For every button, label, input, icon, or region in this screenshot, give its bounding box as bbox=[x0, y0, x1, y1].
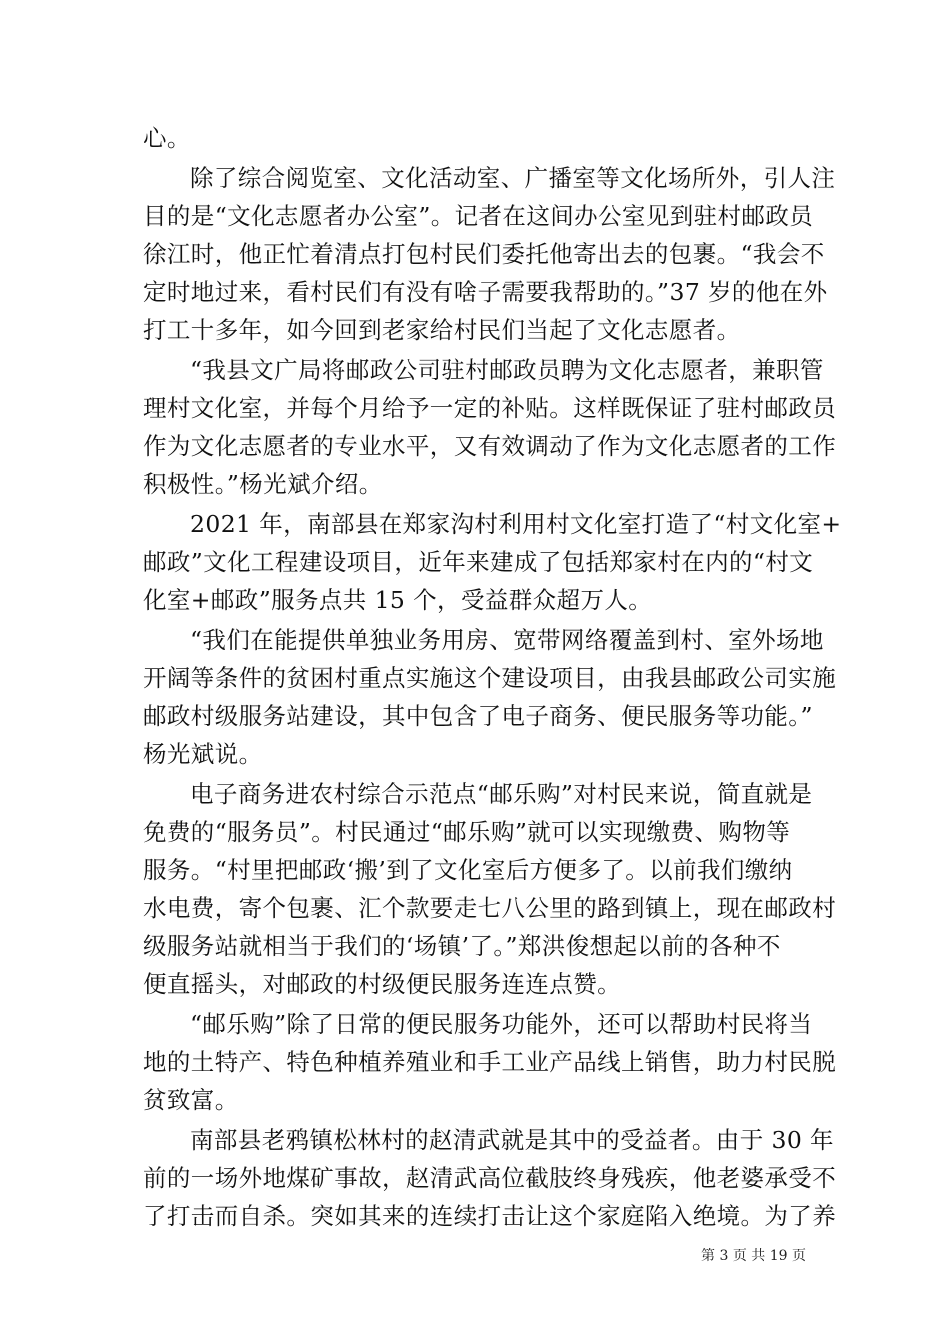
text-line: 前的一场外地煤矿事故，赵清武高位截肢终身残疾，他老婆承受不 bbox=[143, 1164, 837, 1192]
text-line: 地的土特产、特色种植养殖业和手工业产品线上销售，助力村民脱 bbox=[143, 1048, 837, 1076]
text-line: 理村文化室，并每个月给予一定的补贴。这样既保证了驻村邮政员 bbox=[143, 394, 837, 422]
text-line: “我们在能提供单独业务用房、宽带网络覆盖到村、室外场地 bbox=[190, 626, 824, 654]
text-line: 便直摇头，对邮政的村级便民服务连连点赞。 bbox=[143, 970, 621, 998]
text-line: 化室+邮政”服务点共 15 个，受益群众超万人。 bbox=[143, 586, 653, 614]
text-line: “我县文广局将邮政公司驻村邮政员聘为文化志愿者，兼职管 bbox=[190, 356, 824, 384]
text-line: 贫致富。 bbox=[143, 1086, 239, 1114]
text-line: 打工十多年，如今回到老家给村民们当起了文化志愿者。 bbox=[143, 316, 741, 344]
text-line: 邮政村级服务站建设，其中包含了电子商务、便民服务等功能。” bbox=[143, 702, 813, 730]
text-line: 电子商务进农村综合示范点“邮乐购”对村民来说，简直就是 bbox=[190, 780, 813, 808]
text-line: 作为文化志愿者的专业水平，又有效调动了作为文化志愿者的工作 bbox=[143, 432, 837, 460]
text-line: 了打击而自杀。突如其来的连续打击让这个家庭陷入绝境。为了养 bbox=[143, 1202, 837, 1230]
text-line: 积极性。”杨光斌介绍。 bbox=[143, 470, 383, 498]
text-line: 徐江时，他正忙着清点打包村民们委托他寄出去的包裹。“我会不 bbox=[143, 240, 825, 268]
text-line: 南部县老鸦镇松林村的赵清武就是其中的受益者。由于 30 年 bbox=[190, 1126, 834, 1154]
text-line: 心。 bbox=[143, 124, 191, 152]
text-line: 开阔等条件的贫困村重点实施这个建设项目，由我县邮政公司实施 bbox=[143, 664, 837, 692]
text-line: 免费的“服务员”。村民通过“邮乐购”就可以实现缴费、购物等 bbox=[143, 818, 791, 846]
text-line: 级服务站就相当于我们的‘场镇’了。”郑洪俊想起以前的各种不 bbox=[143, 932, 781, 960]
text-line: 水电费，寄个包裹、汇个款要走七八公里的路到镇上，现在邮政村 bbox=[143, 894, 837, 922]
text-line: 定时地过来，看村民们有没有啥子需要我帮助的。”37 岁的他在外 bbox=[143, 278, 828, 306]
text-line: 杨光斌说。 bbox=[143, 740, 263, 768]
text-line: 除了综合阅览室、文化活动室、广播室等文化场所外，引人注 bbox=[190, 164, 836, 192]
text-line: 邮政”文化工程建设项目，近年来建成了包括郑家村在内的“村文 bbox=[143, 548, 814, 576]
text-line: 服务。“村里把邮政‘搬’到了文化室后方便多了。以前我们缴纳 bbox=[143, 856, 793, 884]
text-line: “邮乐购”除了日常的便民服务功能外，还可以帮助村民将当 bbox=[190, 1010, 813, 1038]
text-line: 目的是“文化志愿者办公室”。记者在这间办公室见到驻村邮政员 bbox=[143, 202, 814, 230]
text-line: 2021 年，南部县在郑家沟村利用村文化室打造了“村文化室+ bbox=[190, 510, 842, 538]
page-number-footer: 第 3 页 共 19 页 bbox=[701, 1248, 806, 1264]
